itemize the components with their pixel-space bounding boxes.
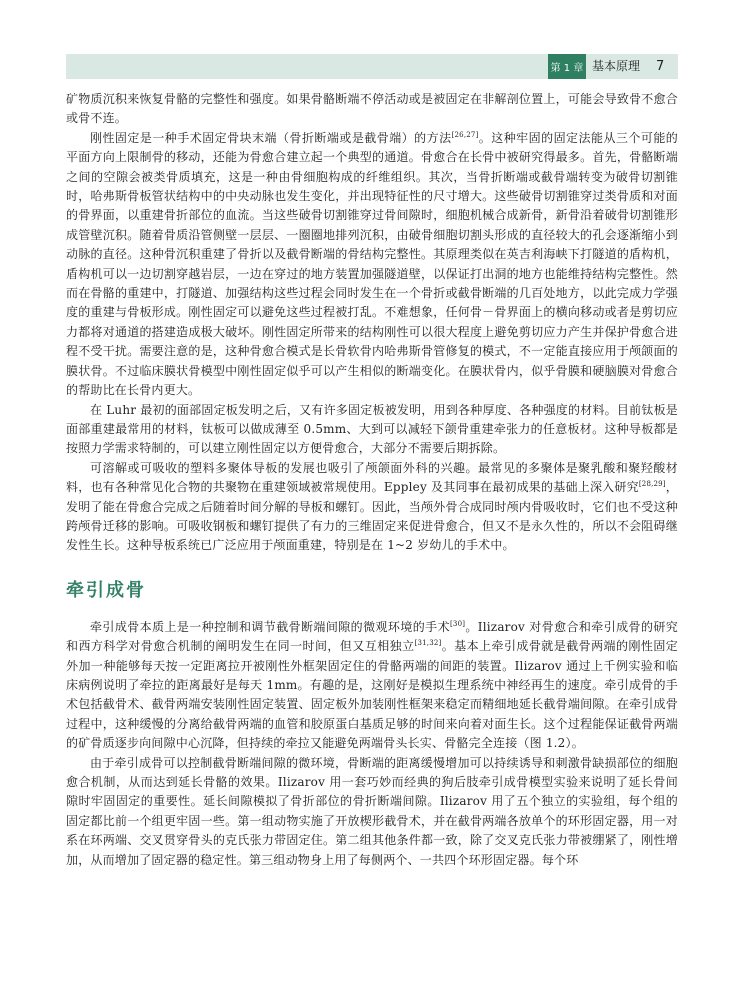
paragraph-rigid-fixation: 刚性固定是一种手术固定骨块末端（骨折断端或是截骨端）的方法[26,27]。这种牢固的固定法能从三个可能的平面方向上限制骨的移动，还能为骨愈合建立起一个典型的通道。骨愈合在长骨中被研究得最多。首先，骨骼断端之间的空隙会被类骨质填充，这是一种由骨细胞构成的纤维组织。其次，当骨折断端或截骨端转变为破骨切割锥时，哈弗斯骨板管状结构中的中央动脉也发生变化，并出现特征性的尺寸增大。这些破骨切割锥穿过类骨质和对面的骨界面，以重建骨折部位的血流。当这些破骨切割锥穿过骨间隙时，细胞机械合成新骨，新骨沿着破骨切割锥形成管壁沉积。随着骨质沿管侧壁一层层、一圈圈地排列沉积，由破骨细胞切割头形成的直径较大的孔会逐渐缩小到动脉的直径。这种骨沉积重建了骨折以及截骨断端的骨结构完整性。其原理类似在英吉利海峡下打隧道的盾构机，盾构机可以一边切割穿越岩层，一边在穿过的地方装置加强隧道壁，以保证打出洞的地方也能维持结构完整性。然而在骨骼的重建中，打隧道、加强结构这些过程会同时发生在一个骨折或截骨断端的几百处地方，以此完成力学强度的重建与骨板形成。刚性固定可以避免这些过程被打乱。不难想象，任何骨－骨界面上的横向移动或者是剪切应力都将对通道的搭建造成极大破坏。刚性固定所带来的结构刚性可以很大程度上避免剪切应力产生并保护骨愈合进程不受干扰。需要注意的是，这种骨愈合模式是长骨软骨内哈弗斯骨管修复的模式，不一定能直接应用于颅颌面的膜状骨。不过临床膜状骨模型中刚性固定似乎可以产生相似的断端变化。在膜状骨内，似乎骨膜和硬脑膜对骨愈合的帮助比在长骨内更大。 xyxy=(66,130,678,398)
section-heading: 牵引成骨 xyxy=(66,579,146,601)
page-number: 7 xyxy=(656,59,665,74)
paragraph-ilizarov-experiment: 由于牵引成骨可以控制截骨断端间隙的微环境，骨断端的距离缓慢增加可以持续诱导和刺激骨缺损部位的细胞愈合机制，从而达到延长骨骼的效果。Ilizarov 用一套巧妙而经典的狗后肢牵引成骨模型实验来说明了延长骨间隙时牢固固定的重要性。延长间隙模拟了骨折部位的骨折断端间隙。Ilizarov 用了五个独立的实验组，每个组的固定都比前一个组更牢固一些。第一组动物实施了开放楔形截骨术，并在截骨两端各放单个的环形固定器，用一对系在环两端、交叉贯穿骨头的克氏张力带固定住。第二组其他条件都一致，除了交叉克氏张力带被绷紧了，刚性增加，从而增加了固定器的稳定性。第三组动物身上用了每侧两个、一共四个环形固定器。每个环 xyxy=(66,755,678,867)
paragraph-distraction-intro: 牵引成骨本质上是一种控制和调节截骨断端间隙的微观环境的手术[30]。Ilizarov 对骨愈合和牵引成骨的研究和西方科学对骨愈合机制的阐明发生在同一时间，但又互相独立[31,32]。基本上牵引成骨就是截骨两端的刚性固定外加一种能够每天按一定距离拉开被刚性外框架固定住的骨骼两端的间距的装置。Ilizarov 通过上千例实验和临床病例说明了牵拉的距离最好是每天 1mm。有趣的是，这刚好是模拟生理系统中神经再生的速度。牵引成骨的手术包括截骨术、截骨两端安装刚性固定装置、固定板外加装刚性框架来稳定而精细地延长截骨端间隙。在牵引成骨过程中，这种缓慢的分离给截骨两端的血管和胶原蛋白基质足够的时间来向着对面生长。这个过程能保证截骨两端的矿骨质逐步向间隙中心沉降，但持续的牵拉又能避免两端骨头长实、骨骼完全连接（图 1.2）。 xyxy=(66,619,678,751)
paragraph-resorbable-plates: 可溶解或可吸收的塑料多聚体导板的发展也吸引了颅颌面外科的兴趣。最常见的多聚体是聚乳酸和聚羟酸材料，也有各种常见化合物的共聚物在重建领域被常规使用。Eppley 及其同事在最初成果的基础上深入研究[28,29]，发明了能在骨愈合完成之后随着时间分解的导板和螺钉。因此，当颅外骨合成同时颅内骨吸收时，它们也不受这种跨颅骨迁移的影响。可吸收钢板和螺钉提供了有力的三维固定来促进骨愈合，但又不是永久性的，所以不会阻碍继发性生长。这种导板系统已广泛应用于颅面重建，特别是在 1~2 岁幼儿的手术中。 xyxy=(66,460,678,553)
chapter-title: 基本原理 xyxy=(592,59,641,73)
chapter-label: 第 1 章 xyxy=(548,54,586,79)
paragraph-continuation: 矿物质沉积来恢复骨骼的完整性和强度。如果骨骼断端不停活动或是被固定在非解剖位置上，可能会导致骨不愈合或骨不连。 xyxy=(66,92,678,126)
citation: [30] xyxy=(449,619,466,628)
citation: [31,32] xyxy=(414,639,442,648)
page-body xyxy=(66,90,678,870)
citation: [28,29] xyxy=(638,480,666,489)
citation: [26,27] xyxy=(451,130,479,139)
running-header-band xyxy=(66,54,678,79)
paragraph-titanium-plates: 在 Luhr 最初的面部固定板发明之后，又有许多固定板被发明，用到各种厚度、各种强度的材料。目前钛板是面部重建最常用的材料，钛板可以做成薄至 0.5mm、大到可以减轻下颌骨重建牵张力的任意板材。这种导板都是按照力学需求特制的，可以建立刚性固定以方便骨愈合，大部分不需要后期拆除。 xyxy=(66,402,678,456)
